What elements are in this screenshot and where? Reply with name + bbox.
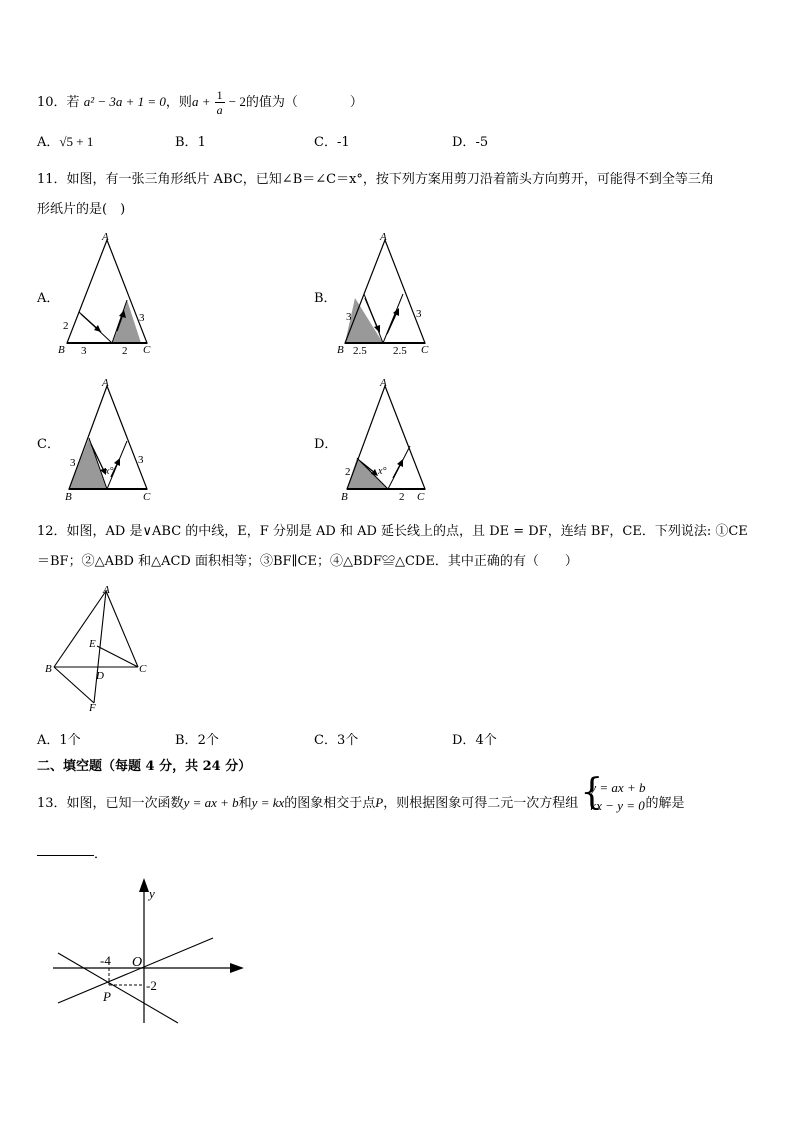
q10-fraction: $\frac{1}{a}$ xyxy=(216,88,223,117)
q12-option-b: B．2个 xyxy=(175,733,219,748)
q10-expr-a: a + xyxy=(191,94,211,109)
q13-answer-blank[interactable] xyxy=(37,843,94,856)
svg-text:B: B xyxy=(337,344,344,356)
svg-text:3: 3 xyxy=(346,311,352,323)
q12-option-a: A．1个 xyxy=(37,733,81,748)
svg-text:F: F xyxy=(89,702,96,713)
svg-text:C: C xyxy=(421,344,429,356)
svg-text:A: A xyxy=(102,377,109,389)
svg-text:-2: -2 xyxy=(146,978,157,993)
svg-text:2.5: 2.5 xyxy=(353,345,367,357)
q12-line1: 12．如图，AD 是∨ABC 的中线，E，F 分别是 AD 和 AD 延长线上的点，且 DE = DF，连结 BF，CE．下列说法: ①CE xyxy=(37,524,748,539)
svg-text:C: C xyxy=(417,491,425,503)
q11-option-c-label: C． xyxy=(37,437,60,452)
svg-text:B: B xyxy=(341,491,348,503)
q13-stem: 13．如图，已知一次函数y = ax + b和y = kx的图象相交于点P，则根据图象可得二元一次方程组 { y = ax + b kx − y = 0 的解是 xyxy=(37,771,685,813)
svg-text:2.5: 2.5 xyxy=(393,345,407,357)
q11-figure-c xyxy=(55,374,165,504)
svg-text:C: C xyxy=(139,663,147,675)
line-y-ax-b xyxy=(58,953,178,1023)
svg-text:3: 3 xyxy=(139,312,145,324)
svg-text:A: A xyxy=(103,584,110,596)
svg-text:y: y xyxy=(149,886,155,901)
svg-text:3: 3 xyxy=(81,345,87,357)
svg-text:2: 2 xyxy=(399,491,405,503)
svg-text:A: A xyxy=(380,377,387,389)
q10-comma: ，则 xyxy=(165,95,192,110)
q10-expr-tail: − 2 xyxy=(228,94,246,109)
svg-text:O: O xyxy=(132,955,143,970)
svg-text:D: D xyxy=(96,670,104,682)
q11-option-a-label: A． xyxy=(37,291,60,306)
line-y-kx xyxy=(58,938,213,1003)
svg-text:B: B xyxy=(65,491,72,503)
q10-option-a: A．√5 + 1 xyxy=(37,134,94,150)
q13-graph xyxy=(48,878,248,1028)
q12-option-c: C．3个 xyxy=(314,733,359,748)
svg-text:x°: x° xyxy=(378,466,387,477)
q12-option-d: D．4个 xyxy=(452,733,497,748)
q10-number: 10． xyxy=(37,95,67,110)
q12-figure xyxy=(40,583,160,713)
svg-text:3: 3 xyxy=(70,457,76,469)
q11-line1: 11．如图，有一张三角形纸片 ABC，已知∠B＝∠C＝x°，按下列方案用剪刀沿着箭头方向剪开，可能得不到全等三角 xyxy=(37,172,714,187)
figA-shaded xyxy=(112,300,141,343)
svg-text:-4: -4 xyxy=(100,953,111,968)
svg-text:A: A xyxy=(380,231,387,243)
svg-text:2: 2 xyxy=(63,320,69,332)
q11-option-d-label: D． xyxy=(314,437,338,452)
q10-option-b: B．1 xyxy=(175,135,206,150)
svg-text:2: 2 xyxy=(122,345,128,357)
svg-text:P: P xyxy=(103,989,111,1004)
q10-stem-pre: 若 xyxy=(66,95,80,110)
q12-line2: ＝BF；②△ABD 和△ACD 面积相等；③BF∥CE；④△BDF≌△CDE．其中正确的有（ ） xyxy=(37,554,578,569)
q11-figure-d xyxy=(333,374,443,504)
svg-text:3: 3 xyxy=(138,454,144,466)
svg-text:E: E xyxy=(89,638,96,650)
svg-text:C: C xyxy=(143,491,151,503)
q10-option-c: C．-1 xyxy=(314,135,350,150)
q10-option-d: D．-5 xyxy=(452,135,489,150)
svg-text:B: B xyxy=(45,663,52,675)
svg-text:2: 2 xyxy=(345,466,351,478)
q11-line2: 形纸片的是( ) xyxy=(37,202,126,217)
svg-text:B: B xyxy=(58,344,65,356)
q13-blank-end: ． xyxy=(94,847,108,862)
q10-stem xyxy=(37,88,363,117)
svg-text:3: 3 xyxy=(416,308,422,320)
q11-figure-b xyxy=(333,228,443,358)
figB-arrow-right xyxy=(387,312,397,334)
q11-figure-a xyxy=(55,228,165,358)
svg-text:x°: x° xyxy=(105,466,114,477)
q11-option-b-label: B． xyxy=(314,291,337,306)
svg-text:A: A xyxy=(102,231,109,243)
section-2-title: 二、填空题（每题 4 分，共 24 分） xyxy=(37,759,252,774)
q10-stem-post: 的值为（ ） xyxy=(245,95,363,110)
q13-equation-system: { y = ax + b kx − y = 0 xyxy=(580,771,646,813)
q10-equation: a² − 3a + 1 = 0 xyxy=(83,94,166,109)
svg-text:C: C xyxy=(143,344,151,356)
